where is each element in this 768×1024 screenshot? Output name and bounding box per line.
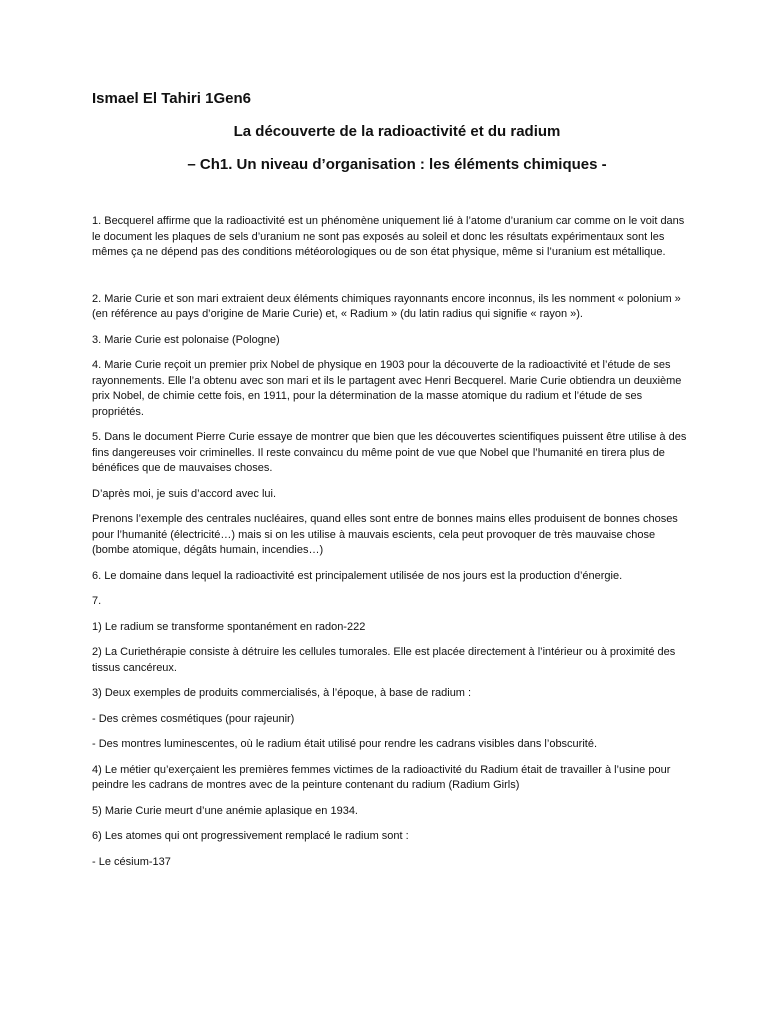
document-title: La découverte de la radioactivité et du radium: [233, 123, 561, 140]
answer-paragraph-1: 1. Becquerel affirme que la radioactivité est un phénomène uniquement lié à l’atome d’uranium car comme on le voit dans le document les plaques de sels d’uranium ne sont pas exposés au soleil et donc les résultats expérimentaux sont les mêmes ça ne dépend pas des conditions météorologiques ou de son état physique, même si l’uranium est métallique.: [92, 215, 685, 258]
answer-paragraph-2: 2. Marie Curie et son mari extraient deux éléments chimiques rayonnants encore inconnus, ils les nomment « polonium » (en référence au pays d’origine de Marie Curie) et, « Radium » (du latin radius qui signifie « rayon »).: [92, 292, 681, 320]
sub-answer-1: 1) Le radium se transforme spontanément en radon-222: [92, 620, 366, 633]
answer-paragraph-4: 4. Marie Curie reçoit un premier prix Nobel de physique en 1903 pour la découverte de la radioactivité et l’étude de ses rayonnements. Elle l’a obtenu avec son mari et ils le partagent avec Henri Becquerel. Marie Curie obtiendra un deuxième prix Nobel, de chimie cette fois, en 1911, pour la détermination de la masse atomique du radium et l’étude de ses propriétés.: [92, 359, 682, 418]
document-body: [92, 214, 688, 880]
document-header: [92, 88, 702, 176]
answer-paragraph-5: 5. Dans le document Pierre Curie essaye de montrer que bien que les découvertes scientifiques puissent être utilise à des fins dangereuses voir criminelles. Il reste convaincu du même point de vue que Nobel que l’humanité en tirera plus de bénéfices que de mauvaises choses.: [92, 431, 687, 474]
document-subtitle: – Ch1. Un niveau d’organisation : les éléments chimiques -: [187, 156, 607, 173]
list-item: - Des crèmes cosmétiques (pour rajeunir): [92, 712, 295, 725]
sub-answer-2: 2) La Curiethérapie consiste à détruire les cellules tumorales. Elle est placée directement à l’intérieur ou à proximité des tissus cancéreux.: [92, 646, 676, 674]
list-item: - Le césium-137: [92, 855, 171, 868]
sub-answer-5: 5) Marie Curie meurt d’une anémie aplasique en 1934.: [92, 804, 358, 817]
answer-paragraph-6: 6. Le domaine dans lequel la radioactivité est principalement utilisée de nos jours est la production d’énergie.: [92, 569, 623, 582]
sub-answer-3: 3) Deux exemples de produits commercialisés, à l’époque, à base de radium :: [92, 687, 472, 699]
sub-answer-4: 4) Le métier qu’exerçaient les premières femmes victimes de la radioactivité du Radium était de travailler à l’usine pour peindre les cadrans de montres avec de la peinture contenant du radium (Radium Girls): [92, 763, 671, 791]
sub-answer-6: 6) Les atomes qui ont progressivement remplacé le radium sont :: [92, 830, 409, 842]
answer-paragraph-3: 3. Marie Curie est polonaise (Pologne): [92, 333, 280, 346]
author-line: Ismael El Tahiri 1Gen6: [92, 90, 251, 107]
example-paragraph: Prenons l’exemple des centrales nucléaires, quand elles sont entre de bonnes mains elles produisent de bonnes choses pour l’humanité (électricité…) mais si on les utilise à mauvais escients, cela peut provoquer de très mauvaise chose (bombe atomique, dégâts humain, incendies…): [92, 513, 678, 556]
list-item: - Des montres luminescentes, où le radium était utilisé pour rendre les cadrans visibles dans l’obscurité.: [92, 738, 598, 750]
opinion-paragraph: D’après moi, je suis d’accord avec lui.: [92, 487, 277, 500]
answer-paragraph-7-heading: 7.: [92, 595, 102, 607]
